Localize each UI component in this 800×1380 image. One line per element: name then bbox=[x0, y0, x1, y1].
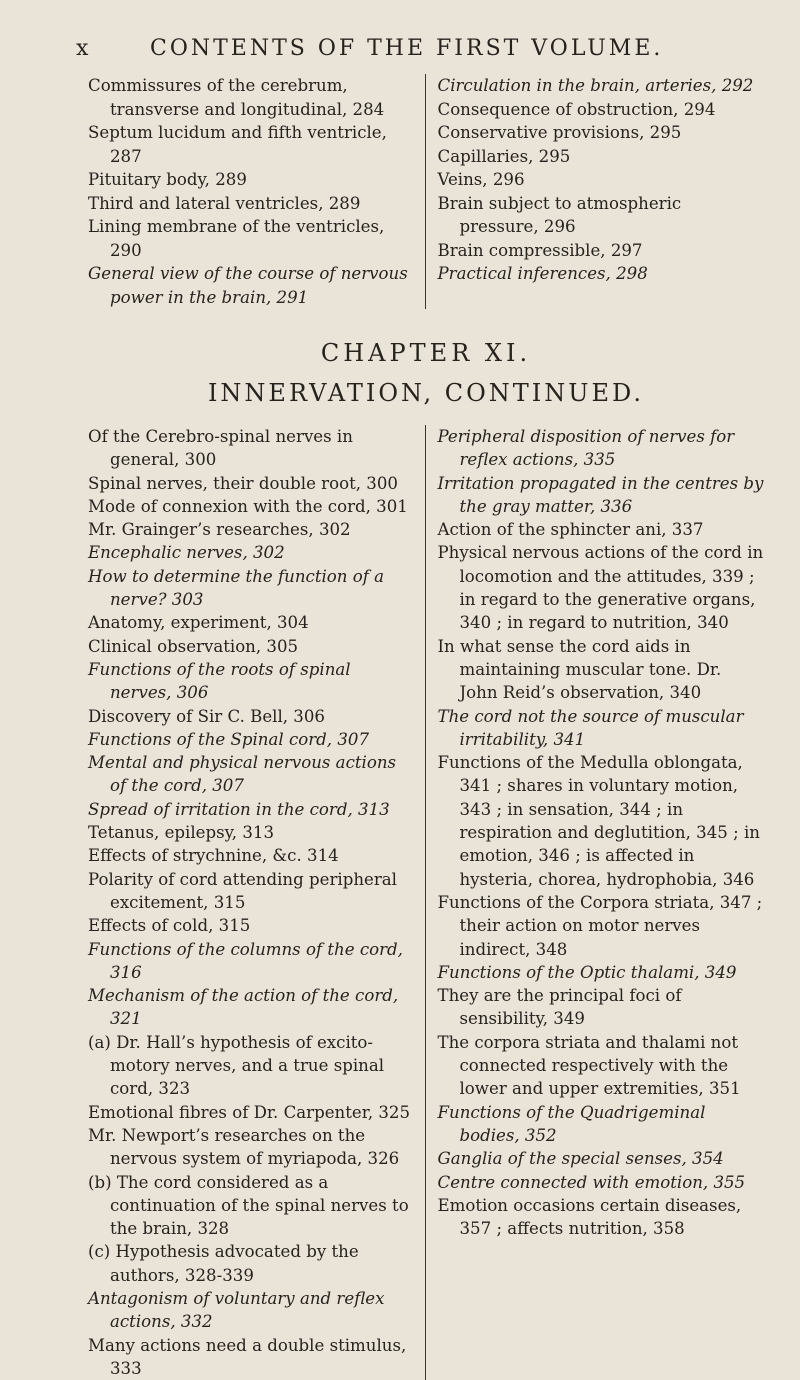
toc-entry: Emotional fibres of Dr. Carpenter, 325 bbox=[88, 1102, 411, 1122]
toc-entry: Ganglia of the special senses, 354 bbox=[437, 1149, 724, 1169]
toc-entry: Effects of cold, 315 bbox=[88, 916, 251, 936]
page-number: x bbox=[76, 36, 92, 61]
chapter-subtitle: INNERVATION, CONTINUED. bbox=[207, 379, 645, 407]
running-title: CONTENTS OF THE FIRST VOLUME. bbox=[150, 36, 664, 61]
toc-entry: Discovery of Sir C. Bell, 306 bbox=[88, 706, 325, 726]
top-right-column bbox=[426, 74, 765, 309]
toc-entry: Action of the sphincter ani, 337 bbox=[437, 520, 704, 540]
toc-entry: (a) Dr. Hall’s hypothesis of excito-motory nerves, and a true spinal cord, 323 bbox=[88, 1032, 385, 1099]
toc-entry: Mode of connexion with the cord, 301 bbox=[88, 496, 408, 516]
toc-entry: How to determine the function of a nerve? 303 bbox=[88, 566, 385, 610]
toc-entry: The corpora striata and thalami not connected respectively with the lower and upper extremities, 351 bbox=[437, 1032, 741, 1099]
toc-entry: Antagonism of voluntary and reflex actions, 332 bbox=[88, 1288, 385, 1332]
toc-entry: Septum lucidum and fifth ventricle, 287 bbox=[88, 123, 387, 166]
toc-entry: Lining membrane of the ventricles, 290 bbox=[88, 217, 385, 260]
toc-entry: Consequence of obstruction, 294 bbox=[437, 99, 716, 119]
toc-entry: Functions of the Corpora striata, 347 ; their action on motor nerves indirect, 348 bbox=[437, 892, 763, 959]
toc-entry: Circulation in the brain, arteries, 292 bbox=[437, 76, 754, 95]
toc-entry: Practical inferences, 298 bbox=[437, 264, 648, 283]
toc-entry: Conservative provisions, 295 bbox=[437, 123, 682, 142]
toc-entry: Many actions need a double stimulus, 333 bbox=[88, 1335, 407, 1378]
toc-entry: Mental and physical nervous actions of the cord, 307 bbox=[88, 753, 397, 796]
running-header bbox=[76, 36, 764, 74]
toc-entry: Encephalic nerves, 302 bbox=[88, 543, 285, 563]
toc-entry: (c) Hypothesis advocated by the authors, 328-339 bbox=[88, 1242, 359, 1285]
toc-entry: Functions of the columns of the cord, 316 bbox=[88, 939, 403, 982]
toc-entry: Mr. Newport’s researches on the nervous system of myriapoda, 326 bbox=[88, 1125, 400, 1169]
toc-entry: Spinal nerves, their double root, 300 bbox=[88, 473, 398, 493]
toc-entry: Capillaries, 295 bbox=[437, 146, 571, 166]
top-left-column bbox=[88, 74, 426, 309]
toc-entry: Pituitary body, 289 bbox=[88, 170, 247, 189]
main-right-column bbox=[426, 425, 765, 1380]
toc-entry: Veins, 296 bbox=[437, 170, 525, 189]
toc-entry: Brain compressible, 297 bbox=[437, 240, 643, 260]
toc-entry: Commissures of the cerebrum, transverse and longitudinal, 284 bbox=[88, 76, 385, 119]
toc-entry: The cord not the source of muscular irritability, 341 bbox=[437, 706, 744, 749]
toc-entry: In what sense the cord aids in maintaining muscular tone. Dr. John Reid’s observation, 340 bbox=[437, 636, 722, 703]
toc-entry: Functions of the Spinal cord, 307 bbox=[88, 729, 369, 749]
toc-entry: They are the principal foci of sensibility, 349 bbox=[437, 986, 682, 1029]
toc-entry: Polarity of cord attending peripheral excitement, 315 bbox=[88, 869, 397, 912]
toc-entry: Irritation propagated in the centres by the gray matter, 336 bbox=[437, 473, 764, 516]
toc-entry: General view of the course of nervous power in the brain, 291 bbox=[88, 264, 408, 307]
toc-entry: Centre connected with emotion, 355 bbox=[437, 1172, 746, 1192]
toc-entry: Physical nervous actions of the cord in locomotion and the attitudes, 339 ; in regard to the generative organs, 340 ; in regard to nutrition, 340 bbox=[437, 543, 764, 633]
toc-entry: Mechanism of the action of the cord, 321 bbox=[88, 986, 399, 1029]
toc-entry: Mr. Grainger’s researches, 302 bbox=[88, 520, 351, 540]
toc-entry: Clinical observation, 305 bbox=[88, 636, 299, 656]
toc-entry: Spread of irritation in the cord, 313 bbox=[88, 799, 390, 819]
main-columns bbox=[88, 425, 764, 1380]
toc-entry: Functions of the Quadrigeminal bodies, 352 bbox=[437, 1102, 706, 1145]
toc-entry: Anatomy, experiment, 304 bbox=[88, 613, 309, 633]
top-columns bbox=[88, 74, 764, 309]
chapter-heading: CHAPTER XI. bbox=[320, 339, 532, 367]
toc-entry: Third and lateral ventricles, 289 bbox=[88, 193, 361, 213]
toc-entry: Emotion occasions certain diseases, 357 ; affects nutrition, 358 bbox=[437, 1195, 742, 1239]
main-left-column bbox=[88, 425, 426, 1380]
toc-entry: (b) The cord considered as a continuation of the spinal nerves to the brain, 328 bbox=[88, 1172, 409, 1239]
toc-entry: Functions of the Medulla oblongata, 341 ; shares in voluntary motion, 343 ; in sensation, 344 ; in respiration and deglutition, 345 ; in emotion, 346 ; is affected in hysteria, chorea, hydrophobia, 346 bbox=[437, 753, 760, 889]
toc-entry: Brain subject to atmospheric pressure, 296 bbox=[437, 193, 682, 236]
toc-entry: Peripheral disposition of nerves for reflex actions, 335 bbox=[437, 427, 735, 470]
toc-entry: Effects of strychnine, &c. 314 bbox=[88, 846, 339, 866]
toc-entry: Of the Cerebro-spinal nerves in general, 300 bbox=[88, 427, 353, 470]
toc-entry: Functions of the Optic thalami, 349 bbox=[437, 962, 737, 982]
toc-entry: Functions of the roots of spinal nerves, 306 bbox=[88, 659, 351, 703]
toc-entry: Tetanus, epilepsy, 313 bbox=[88, 823, 275, 843]
